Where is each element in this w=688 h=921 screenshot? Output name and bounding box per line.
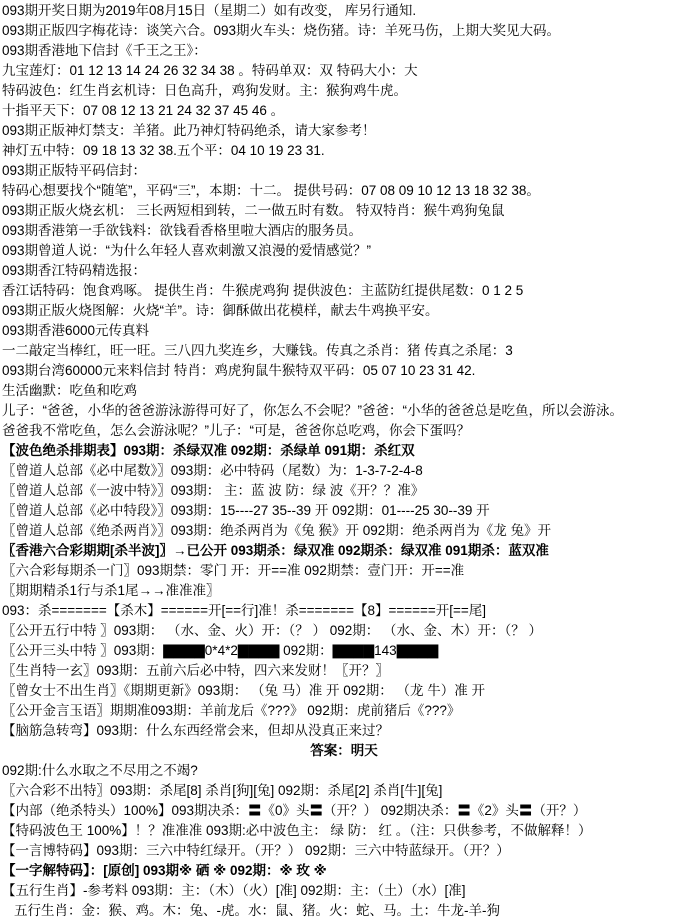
one-wave-line: 〖曾道人总部《一波中特》〗093期： 主：蓝 波 防：绿 波《开？？准》 [2,483,425,498]
kill-one-gate-line: 〖六合彩每期杀一门〗093期禁：零门 开：开==准 092期禁：壹门开：开==准 [2,563,465,578]
riddle-answer: 答案：明天 [310,743,378,758]
element-zodiac-legend: 五行生肖：金：猴、鸡。木：兔、-虎。水：鼠、猪。火：蛇、马。土：牛龙-羊-狗 [14,903,500,918]
ten-fingers-line: 十指平天下：07 08 12 13 21 24 32 37 45 46 。 [2,103,285,118]
hk-envelope-heading: 093期香港地下信封《千王之王》： [2,43,207,58]
special-envelope-heading: 093期正版特平码信封： [2,163,147,178]
riddle-line: 【脑筋急转弯】093期：什么东西经常会来，但却从没真正来过？ [2,723,390,738]
wave-king-line: 【特码波色王 100%】！？准准准 093期:必中波色主： 绿 防： 红 。（注：只供参考，不做解释！） [2,823,592,838]
draw-date-line: 093期开奖日期为2019年08月15日（星期二）如有改变， 库另行通知. [2,3,417,18]
half-wave-kill-line: 〖香港六合彩期期[杀半波]〗→已公开 093期杀：绿双准 092期杀：绿双准 091期杀：蓝双准 [2,543,549,558]
no-special-line: 〖六合彩不出特〗093期：杀尾[8] 杀肖[狗][兔] 092期：杀尾[2] 杀肖[牛][兔] [2,783,443,798]
element-zodiac-line: 【五行生肖】-参考料 093期：主：（木）（火）[准] 092期：主：（土）（水）[准] [2,883,466,898]
humor-text-1: 儿子：“爸爸，小华的爸爸游泳游得可好了，你怎么不会呢？”爸爸：“小华的爸爸总是吃鱼，所以会游泳。 [2,403,623,418]
golden-words-line: 〖公开金言玉语〗期期准093期：羊前龙后《???》 092期：虎前猪后《???》 [2,703,461,718]
tail-number-line: 〖曾道人总部《必中尾数》〗093期：必中特码（尾数）为：1-3-7-2-4-8 [2,463,423,478]
plum-poem-line: 093期正版四字梅花诗：谈笑六合。093期火车头：烧伤猪。诗：羊死马伤，上期大奖见大码。 [2,23,561,38]
humor-text-2: 爸爸我不常吃鱼，怎么会游泳呢？”儿子：“可是，爸爸你总吃鸡，你会下蛋吗？ [2,423,470,438]
wave-kill-table: 【波色绝杀排期表】093期：杀绿双准 092期：杀绿单 091期：杀红双 [2,443,415,458]
three-heads-line: 〖公开三头中特 〗093期：▇▇▇▇0*4*2▇▇▇▇ 092期：▇▇▇▇143▇▇▇▇ [2,643,439,658]
xiangjiang-code-line: 香江话特码：饱食鸡啄。 提供生肖：牛猴虎鸡狗 提供波色：主蓝防红提供尾数：0 1 2 5 [2,283,524,298]
kill-row-tail-heading: 〖期期精杀1行与杀1尾→→准准准〗 [2,583,220,598]
taiwan-envelope-line: 093期台湾60000元来料信封 特肖：鸡虎狗鼠牛猴特双平码：05 07 10 23 31 42. [2,363,476,378]
hk-fax-heading: 093期香港6000元传真料 [2,323,150,338]
essay-code-line: 特码心想要找个“随笔”，平码“三”，本期：十二。 提供号码：07 08 09 10 12 13 18 32 38。 [2,183,540,198]
master-says-line: 093期曾道人说：“为什么年轻人喜欢刺激又浪漫的爱情感觉？” [2,243,372,258]
segment-line: 〖曾道人总部《必中特段》〗093期：15----27 35--39 开 092期：01----25 30--39 开 [2,503,490,518]
riddle-092-line: 092期:什么水取之不尽用之不竭? [2,763,198,778]
one-word-line: 【一言博特码】093期：三六中特红绿开。（开？） 092期：三六中特蓝绿开。（开？） [2,843,510,858]
hk-fax-line: 一二敲定当棒红，旺一旺。三八四九奖连乡，大赚钱。传真之杀肖：猪 传真之杀尾：3 [2,343,513,358]
wave-color-line: 特码波色：红生肖玄机诗：日色高升，鸡狗发财。主：猴狗鸡牛虎。 [2,83,407,98]
magic-lamp-line: 093期正版神灯禁支：羊猪。此乃神灯特码绝杀，请大家参考！ [2,123,376,138]
lamp-five-line: 神灯五中特：09 18 13 32 38.五个平：04 10 19 23 31. [2,143,325,158]
five-elements-line: 〖公开五行中特 〗093期： （水、金、火）开：（？ ） 092期： （水、金、木）开：（？ ） [2,623,543,638]
hk-first-hand-line: 093期香港第一手欲钱料：欲钱看香格里啦大酒店的服务员。 [2,223,363,238]
xiangjiang-heading: 093期香江特码精选报： [2,263,147,278]
one-char-code-line: 【一字解特码】：[原创] 093期※ 硒 ※ 092期：※ 玫 ※ [2,863,327,878]
ms-no-zodiac-line: 〖曾女士不出生肖〗《期期更新》093期： （兔 马）准 开 092期： （龙 牛）准 开 [2,683,486,698]
fire-mystery-line: 093期正版火烧玄机： 三长两短相到转，二一做五时有数。 特双特肖：猴牛鸡狗兔鼠 [2,203,505,218]
zodiac-mystery-line: 〖生肖特一玄〗093期：五前六后必中特，四六来发财！〖开？〗 [2,663,390,678]
fire-diagram-line: 093期正版火烧图解：火烧“羊”。诗：御酥做出花模样，献去牛鸡换平安。 [2,303,439,318]
kill-head-line: 【内部（绝杀特头）100%】093期决杀：〓《0》头〓（开？） 092期决杀：〓《2》头〓（开？） [2,803,587,818]
kill-row-tail-line: 093：杀=======【杀木】======开[==行]准！杀=======【8】======开[==尾] [2,603,487,618]
humor-title: 生活幽默：吃鱼和吃鸡 [2,383,137,398]
kill-two-zodiac-line: 〖曾道人总部《绝杀两肖》〗093期：绝杀两肖为《兔 猴》开 092期：绝杀两肖为《龙 兔》开 [2,523,552,538]
nine-lotus-line: 九宝莲灯：01 12 13 14 24 26 32 34 38 。特码单双：双 特码大小：大 [2,63,418,78]
